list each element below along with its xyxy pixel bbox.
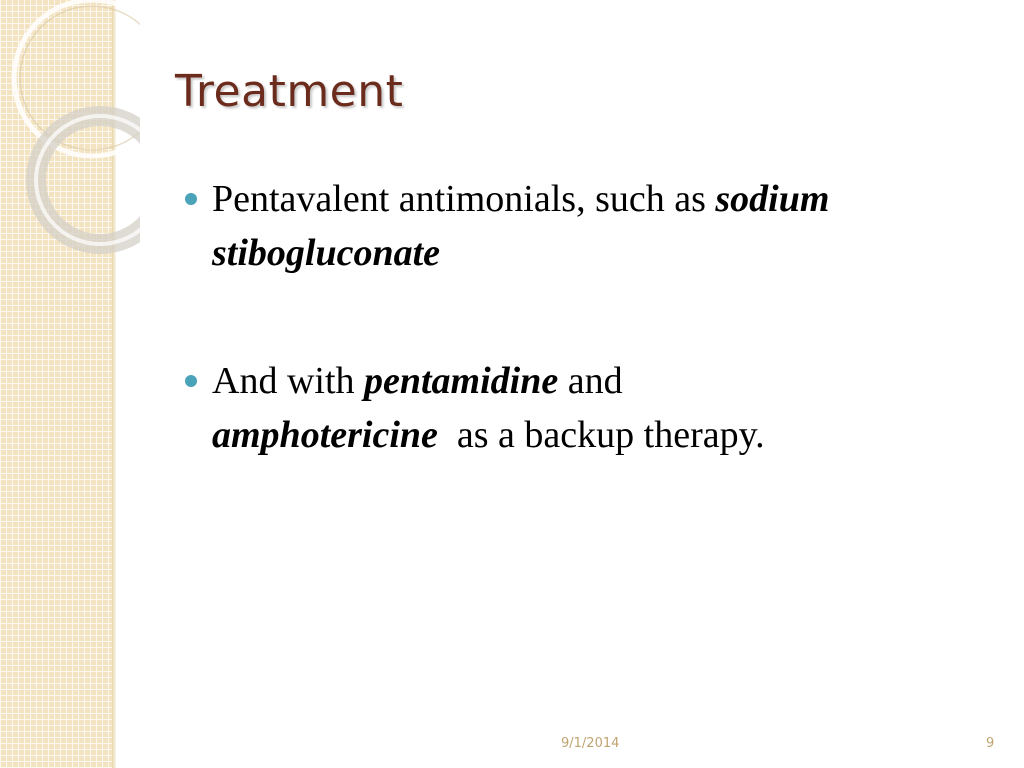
bullet-list [185,172,975,462]
bullet-emphasis: amphotericine [212,414,438,456]
bullet-item [185,354,975,462]
bullet-text: as a backup therapy. [437,414,765,456]
footer-page-number: 9 [986,736,995,751]
bullet-dot-icon [185,375,197,387]
slide-title: Treatment [175,66,404,117]
bullet-dot-icon [185,193,197,205]
lower-ring-highlight [36,116,140,244]
bullet-emphasis: pentamidine [364,360,559,402]
bullet-text: and [558,360,623,402]
bullet-text: And with [212,360,364,402]
footer-date: 9/1/2014 [561,736,620,751]
bullet-item [185,172,975,280]
bullet-emphasis: sodium stibogluconate [212,178,830,274]
upper-ring [14,0,140,156]
decorative-rings [0,0,140,260]
bullet-text: Pentavalent antimonials, such as [212,178,716,220]
